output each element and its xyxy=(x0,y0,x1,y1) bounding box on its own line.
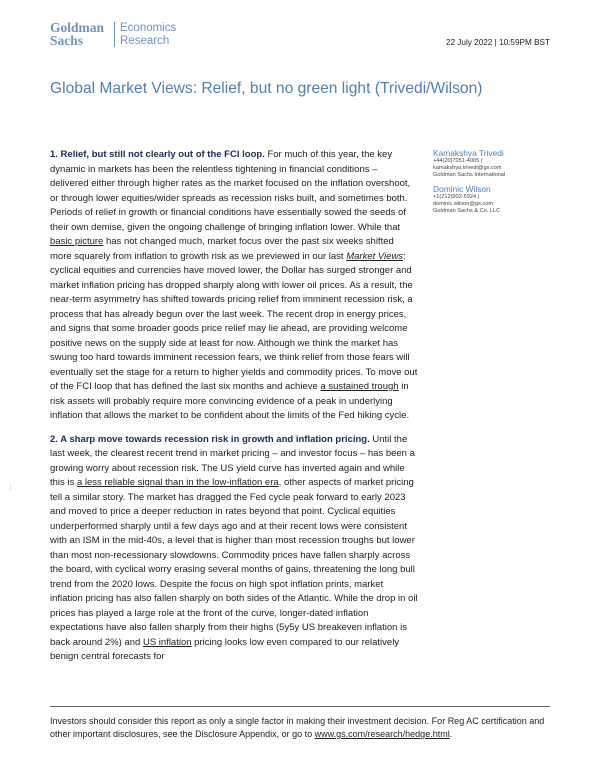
section-1-text-a: For much of this year, the key dynamic in markets has been the relentless tightening in financial conditions – delivered either through higher rates as the market focused on the inflation overshoot, or through lower equities/wider spreads as recession risks built, and sometimes both. Periods of relief in growth or financial conditions have essentially sowed the seeds of their own demise, given the ongoing challenge of bringing inflation lower. While that xyxy=(50,149,411,233)
author-phone: +44(20)7051-4005 | xyxy=(433,158,483,164)
footer-end: . xyxy=(449,729,453,739)
disclosure-footer xyxy=(50,715,550,741)
report-date: 22 July 2022 | 10:59PM BST xyxy=(445,38,550,47)
logo-division-line2: Research xyxy=(120,35,170,47)
section-1-text-c: : cyclical equities and currencies have moved lower, the Dollar has surged stronger and market inflation pricing has dropped sharply along with lower oil prices. As a result, the near-term asymmetry has shifted towards pricing relief from imminent recession risk, a process that has already begun over the last week. The recent drop in energy prices, and signs that some broader goods price relief may lie ahead, are providing welcome positive news on the supply side at least for now. Although we think the market has swung too hard towards imminent recession fears, we think relief from those fears will eventually set the stage for a return to higher yields and commodity prices. To move out of the FCI loop that has defined the last six months and achieve xyxy=(50,250,418,392)
market-views-link[interactable]: Market Views xyxy=(346,250,404,262)
logo-brand-line1: Goldman xyxy=(50,20,105,35)
author-org: Goldman Sachs International xyxy=(433,172,506,178)
section-1-text-d: in risk assets will probably require more convincing evidence of a peak in underlying inflation that allows the market to be confident about the limits of the Fed hiking cycle. xyxy=(50,381,410,421)
section-2-text-c: pricing looks low even compared to our relatively benign central forecasts for xyxy=(50,636,400,662)
section-1-heading: 1. Relief, but still not clearly out of the FCI loop. xyxy=(50,149,265,160)
author-card xyxy=(433,184,553,215)
author-email[interactable]: kamakshya.trivedi@gs.com xyxy=(433,165,502,171)
sustained-trough-link[interactable]: a sustained trough xyxy=(320,381,399,392)
logo-brand-line2: Sachs xyxy=(50,33,84,48)
report-title: Global Market Views: Relief, but no green light (Trivedi/Wilson) xyxy=(50,80,483,97)
logo-divider xyxy=(114,22,115,47)
footer-text: Investors should consider this report as only a single factor in making their investment decision. For Reg AC certification and other important disclosures, see the Disclosure Appendix, or go to xyxy=(50,716,545,739)
paragraph-1 xyxy=(50,148,418,424)
section-2-heading: 2. A sharp move towards recession risk in growth and inflation pricing. xyxy=(50,433,370,445)
author-card xyxy=(433,148,553,179)
report-body xyxy=(50,148,418,674)
author-name: Kamakshya Trivedi xyxy=(433,148,504,158)
section-1-text-b: has not changed much, market focus over the past six weeks shifted more squarely from inflation to growth risk as we previewed in our last xyxy=(50,236,394,262)
us-inflation-link[interactable]: US inflation xyxy=(142,636,192,648)
author-email[interactable]: dominic.wilson@gs.com xyxy=(433,201,494,207)
paragraph-2 xyxy=(50,433,418,665)
author-name: Dominic Wilson xyxy=(433,184,491,194)
less-reliable-signal-link[interactable]: a less reliable signal than in the low-inflation era xyxy=(76,477,279,488)
section-2-text-b: , other aspects of market pricing tell a similar story. The market has dragged the Fed cycle peak forward to early 2023 and moved to price a deeper reduction in rates beyond that point. Cyclical equities underperformed sharply until a few days ago and at their recent lows were consistent with an ISM in the mid-40s, a level that is higher than most recession troughs but lower than most non-recessionary slowdowns. Commodity prices have fallen sharply across the board, with cyclical worry erasing several months of gains, threatening the long bull trend from the 2020 lows. Despite the focus on high spot inflation prints, market inflation pricing has also fallen sharply on both sides of the Atlantic. While the drop in oil prices has played a large role at the front of the curve, longer-dated inflation expectations have also fallen sharply from their highs (5y5y US breakeven inflation is back around 2%) and xyxy=(50,477,418,648)
author-org: Goldman Sachs & Co. LLC xyxy=(433,208,501,214)
authors-panel xyxy=(433,148,553,220)
goldman-sachs-logo xyxy=(50,21,200,49)
margin-mark: ¦ xyxy=(10,484,12,490)
author-phone: +1(212)902-5924 | xyxy=(433,194,480,200)
basic-picture-link[interactable]: basic picture xyxy=(50,236,104,247)
logo-division-line1: Economics xyxy=(120,22,177,34)
section-2-text-a: Until the last week, the clearest recent trend in market pricing – and investor focus – has been a growing worry about recession risk. The US yield curve has inverted again and while this is xyxy=(50,433,415,488)
footer-divider xyxy=(50,706,550,707)
hedge-disclosure-link[interactable]: www.gs.com/research/hedge.html xyxy=(314,729,450,739)
